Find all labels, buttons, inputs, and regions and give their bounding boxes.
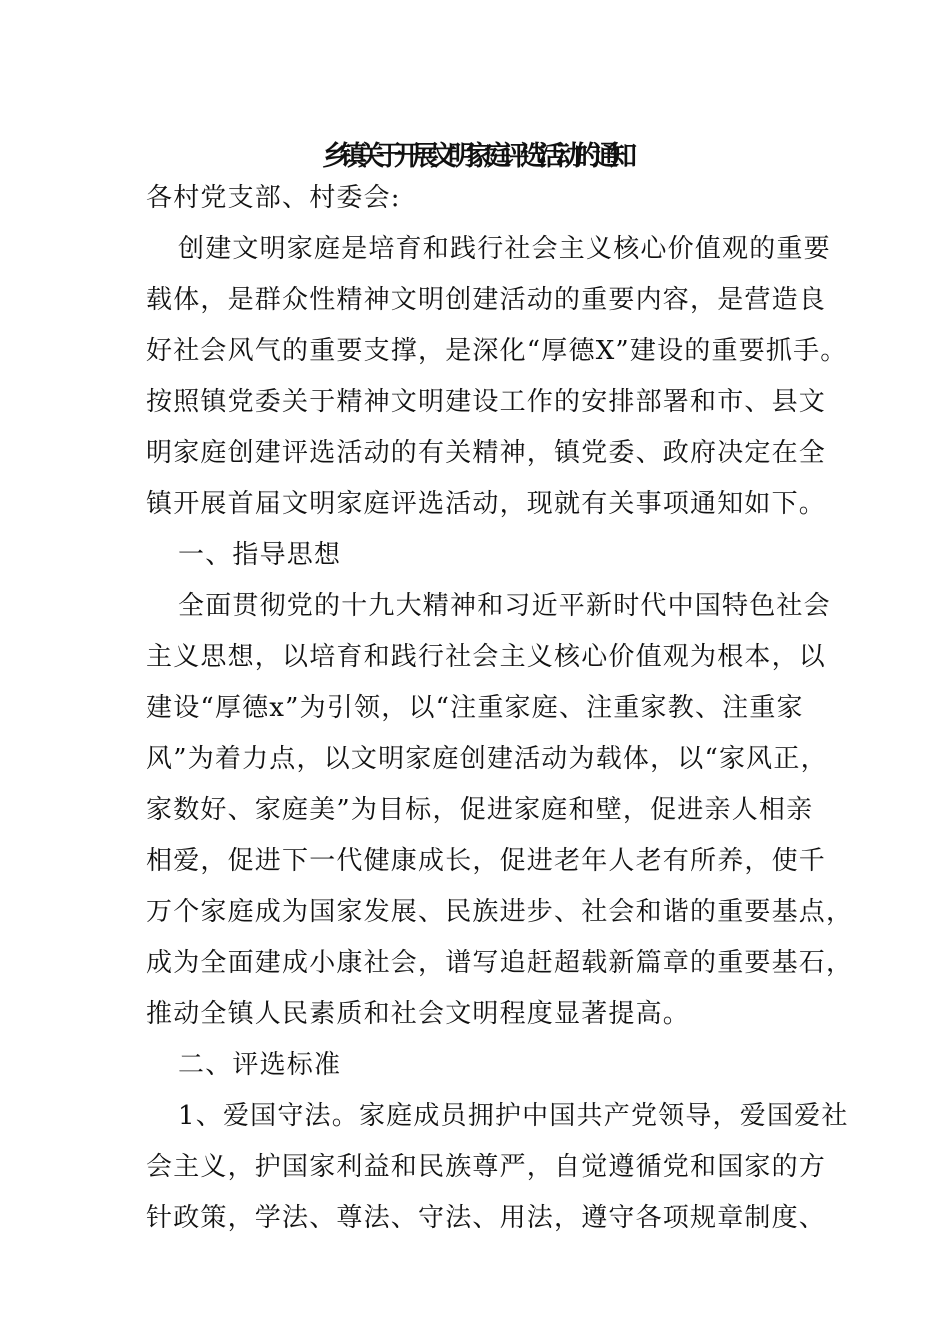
paragraph-line: 全面贯彻党的十九大精神和习近平新时代中国特色社会 bbox=[178, 591, 831, 621]
paragraph-line: 建设“厚德x”为引领，以“注重家庭、注重家教、注重家 bbox=[146, 693, 804, 723]
paragraph-line: 镇开展首届文明家庭评选活动，现就有关事项通知如下。 bbox=[146, 489, 827, 519]
paragraph-line: 主义思想，以培育和践行社会主义核心价值观为根本，以 bbox=[146, 642, 827, 672]
paragraph-line: 针政策，学法、尊法、守法、用法，遵守各项规章制度、 bbox=[146, 1203, 827, 1233]
paragraph-line: 相爱，促进下一代健康成长，促进老年人老有所养，使千 bbox=[146, 846, 827, 876]
paragraph-line: 风”为着力点，以文明家庭创建活动为载体，以“家风正， bbox=[146, 744, 828, 774]
paragraph-line: 1、爱国守法。家庭成员拥护中国共产党领导，爱国爱社 bbox=[178, 1101, 849, 1131]
paragraph-line: 推动全镇人民素质和社会文明程度显著提高。 bbox=[146, 999, 691, 1029]
section-heading: 二、评选标准 bbox=[178, 1050, 342, 1080]
paragraph-line: 万个家庭成为国家发展、民族进步、社会和谐的重要基点， bbox=[146, 897, 854, 927]
section-heading: 一、指导思想 bbox=[178, 540, 342, 570]
paragraph-line: 按照镇党委关于精神文明建设工作的安排部署和市、县文 bbox=[146, 387, 827, 417]
paragraph-line: 创建文明家庭是培育和践行社会主义核心价值观的重要 bbox=[178, 234, 831, 264]
paragraph-line: 载体，是群众性精神文明创建活动的重要内容，是营造良 bbox=[146, 285, 827, 315]
salutation: 各村党支部、村委会: bbox=[146, 183, 401, 213]
paragraph-line: 明家庭创建评选活动的有关精神，镇党委、政府决定在全 bbox=[146, 438, 827, 468]
paragraph-line: 家数好、家庭美”为目标，促进家庭和壁，促进亲人相亲 bbox=[146, 795, 814, 825]
document-title: 乡镇关于开展文明家庭评选活动的通知 bbox=[322, 141, 628, 172]
paragraph-line: 会主义，护国家利益和民族尊严，自觉遵循党和国家的方 bbox=[146, 1152, 827, 1182]
paragraph-line: 成为全面建成小康社会，谱写追赶超载新篇章的重要基石， bbox=[146, 948, 854, 978]
paragraph-line: 好社会风气的重要支撑，是深化“厚德X”建设的重要抓手。 bbox=[146, 336, 848, 366]
